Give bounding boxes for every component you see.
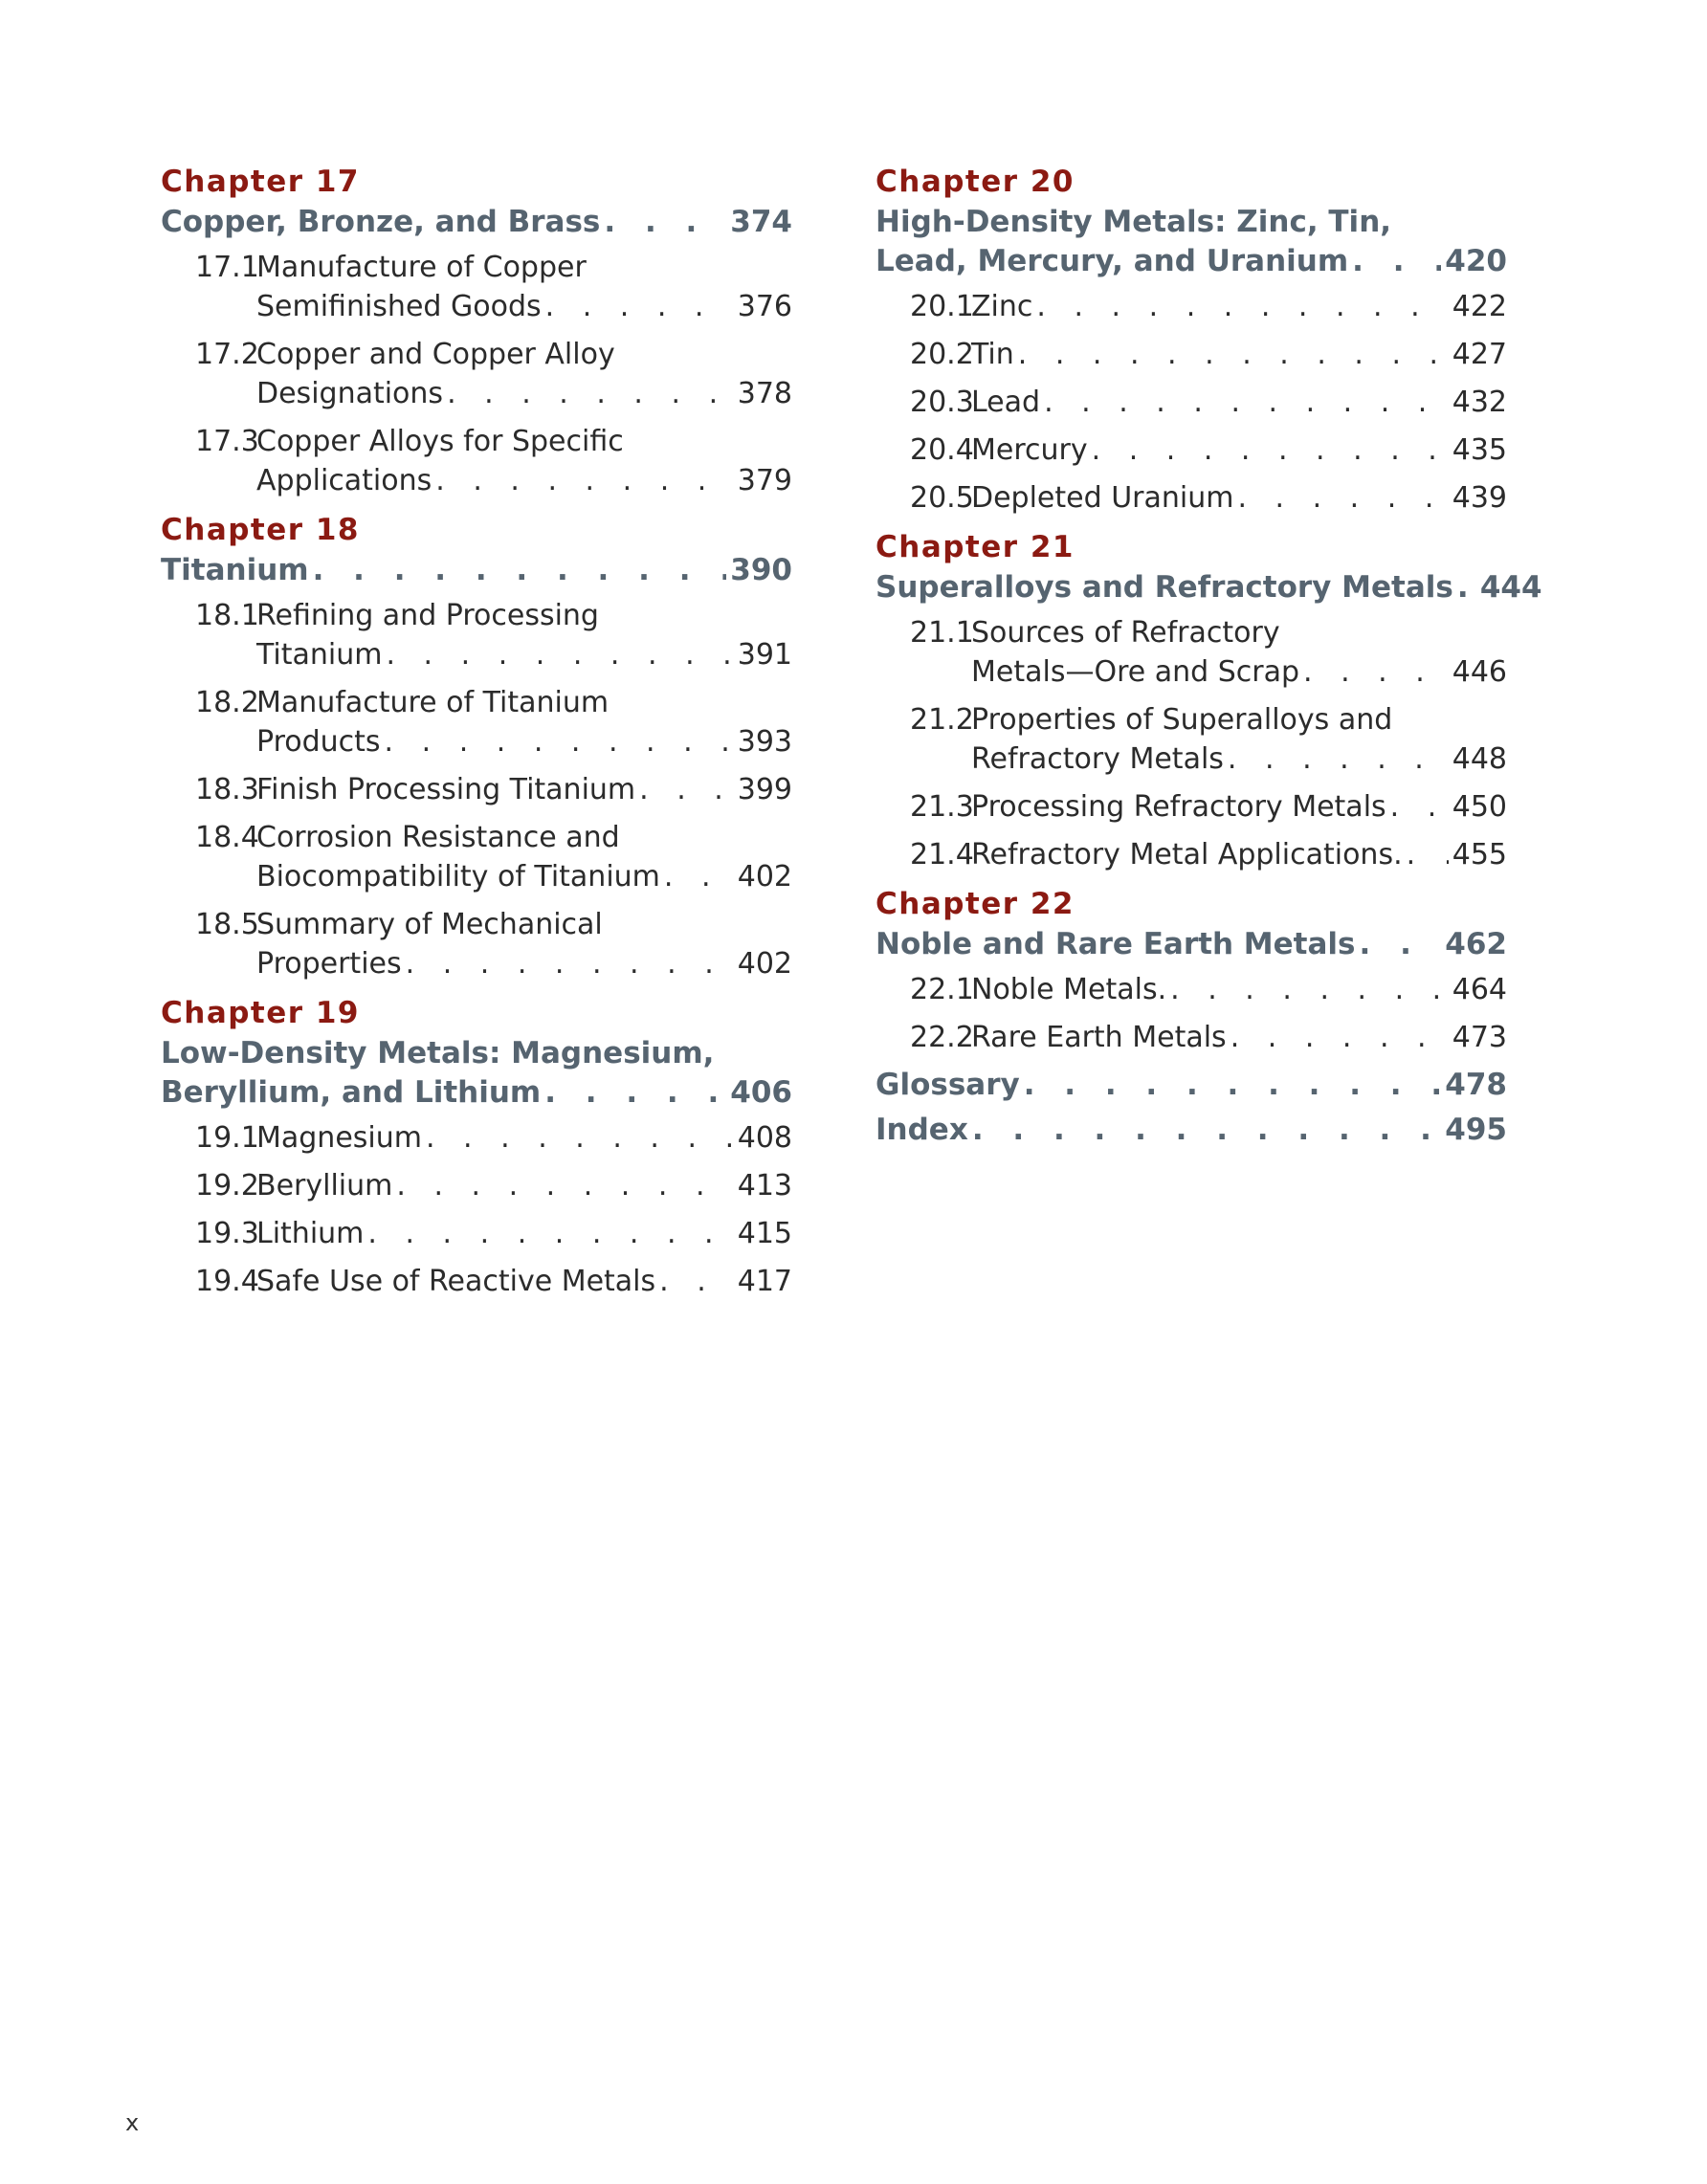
- section-title-lastline: [971, 383, 1507, 422]
- section-number: 21.1: [910, 616, 974, 650]
- chapter-page-number: 406: [730, 1075, 792, 1110]
- toc-left-column: [161, 161, 792, 1310]
- section-entry[interactable]: [910, 970, 1507, 1009]
- section-title-lastline: [971, 478, 1507, 518]
- leader-dots: [447, 374, 734, 413]
- chapter-title-lastline: [876, 242, 1507, 281]
- leader-dots: [1237, 478, 1448, 518]
- section-title: Depleted Uranium: [971, 481, 1234, 515]
- back-matter-entry[interactable]: [876, 1111, 1507, 1150]
- leader-dots: [406, 944, 734, 983]
- section-number: 17.1: [195, 251, 259, 284]
- leader-dots: [972, 1111, 1441, 1150]
- section-title-line: Sources of Refractory: [971, 616, 1280, 650]
- section-entry[interactable]: [910, 335, 1507, 374]
- section-entry[interactable]: [910, 835, 1507, 874]
- section-body: [971, 970, 1507, 1009]
- section-entry[interactable]: [910, 430, 1507, 470]
- chapter-label: Chapter 22: [876, 887, 1075, 921]
- leader-dots: [426, 1118, 734, 1158]
- chapter-title: Lead, Mercury, and Uranium: [876, 244, 1349, 278]
- section-title-lastline: [971, 430, 1507, 470]
- section-number: 20.1: [910, 290, 974, 323]
- leader-dots: [1024, 1066, 1442, 1105]
- section-title-lastline: [256, 1262, 792, 1301]
- section-entry[interactable]: [195, 596, 792, 674]
- section-page-number: 446: [1452, 655, 1507, 689]
- section-entry[interactable]: [195, 1118, 792, 1158]
- section-entry[interactable]: [195, 1214, 792, 1253]
- section-body: [971, 383, 1507, 422]
- leader-dots: [1230, 1018, 1449, 1057]
- section-body: [256, 596, 792, 674]
- section-page-number: 415: [737, 1217, 792, 1250]
- section-entry[interactable]: [195, 770, 792, 809]
- section-page-number: 391: [737, 638, 792, 672]
- chapter-title-lines: [876, 925, 1507, 964]
- section-entry[interactable]: [910, 700, 1507, 779]
- section-page-number: 439: [1452, 481, 1507, 515]
- section-title-lastline: [256, 1166, 792, 1205]
- leader-dots: [1352, 242, 1441, 281]
- chapter-title: Glossary: [876, 1068, 1020, 1102]
- chapter-title-lines: [161, 551, 792, 590]
- section-page-number: 432: [1452, 386, 1507, 419]
- section-title-lastline: [971, 787, 1507, 827]
- chapter-title-lastline: [876, 1066, 1507, 1105]
- chapter-page-number: 478: [1445, 1068, 1507, 1102]
- section-page-number: 378: [737, 377, 792, 410]
- section-title-line: Refining and Processing: [256, 599, 599, 632]
- leader-dots: [385, 722, 734, 761]
- section-title: Titanium: [256, 638, 383, 672]
- section-number: 19.3: [195, 1217, 259, 1250]
- section-page-number: 402: [737, 860, 792, 893]
- section-body: [256, 1262, 792, 1301]
- section-number: 20.5: [910, 481, 974, 515]
- leader-dots: [1036, 287, 1448, 326]
- chapter-title-entry[interactable]: [876, 568, 1542, 607]
- leader-dots: [604, 203, 726, 242]
- leader-dots: [1018, 335, 1449, 374]
- section-entry[interactable]: [195, 422, 792, 500]
- section-entry[interactable]: [195, 1262, 792, 1301]
- section-title: Safe Use of Reactive Metals: [256, 1265, 656, 1298]
- section-body: [971, 478, 1507, 518]
- section-title-lastline: [971, 652, 1507, 692]
- section-title: Lead: [971, 386, 1041, 419]
- section-page-number: 376: [737, 290, 792, 323]
- section-title: Refractory Metal Applications.: [971, 838, 1403, 871]
- section-title: Tin: [971, 338, 1014, 371]
- chapter-label: Chapter 20: [876, 165, 1075, 199]
- section-title-lastline: [971, 287, 1507, 326]
- section-title: Products: [256, 725, 381, 759]
- section-page-number: 435: [1452, 433, 1507, 467]
- leader-dots: [639, 770, 734, 809]
- section-number: 18.4: [195, 821, 259, 854]
- section-body: [256, 335, 792, 413]
- section-body: [256, 1214, 792, 1253]
- chapter-title-lastline: [876, 1111, 1507, 1150]
- section-title-line: Copper Alloys for Specific: [256, 425, 624, 458]
- section-title-lastline: [971, 739, 1507, 779]
- section-body: [256, 905, 792, 983]
- leader-dots: [1303, 652, 1449, 692]
- section-page-number: 455: [1452, 838, 1507, 871]
- section-entry[interactable]: [195, 818, 792, 896]
- section-number: 18.3: [195, 773, 259, 806]
- chapter-title: Index: [876, 1113, 968, 1147]
- section-title: Noble Metals.: [971, 973, 1167, 1006]
- section-body: [256, 422, 792, 500]
- section-number: 21.2: [910, 703, 974, 737]
- section-page-number: 379: [737, 464, 792, 497]
- section-title-line: Corrosion Resistance and: [256, 821, 620, 854]
- chapter-label: Chapter 21: [876, 530, 1075, 564]
- section-number: 20.3: [910, 386, 974, 419]
- section-number: 21.3: [910, 790, 974, 824]
- section-number: 21.4: [910, 838, 974, 871]
- page-number: x: [125, 2109, 140, 2136]
- chapter-title-lastline: [876, 925, 1507, 964]
- section-title: Magnesium: [256, 1121, 422, 1155]
- section-page-number: 450: [1452, 790, 1507, 824]
- section-title-lastline: [971, 1018, 1507, 1057]
- section-title: Properties: [256, 947, 402, 981]
- section-entry[interactable]: [195, 248, 792, 326]
- section-body: [971, 335, 1507, 374]
- section-page-number: 417: [737, 1265, 792, 1298]
- chapter-title-lines: [161, 203, 792, 242]
- section-entry[interactable]: [910, 478, 1507, 518]
- chapter-label: Chapter 17: [161, 165, 360, 199]
- section-title-line: Summary of Mechanical: [256, 908, 603, 941]
- leader-dots: [1360, 925, 1442, 964]
- section-title: Applications: [256, 464, 432, 497]
- section-title: Zinc: [971, 290, 1033, 323]
- section-title-lastline: [971, 335, 1507, 374]
- section-number: 19.4: [195, 1265, 259, 1298]
- section-page-number: 408: [737, 1121, 792, 1155]
- section-entry[interactable]: [910, 383, 1507, 422]
- toc-right-column: [876, 161, 1542, 1156]
- section-title-lastline: [256, 1214, 792, 1253]
- section-body: [971, 700, 1507, 779]
- section-title: Biocompatibility of Titanium: [256, 860, 660, 893]
- chapter-page-number: 420: [1445, 244, 1507, 278]
- section-entry[interactable]: [195, 905, 792, 983]
- chapter-label: Chapter 19: [161, 996, 360, 1030]
- section-title-lastline: [256, 461, 792, 500]
- section-body: [971, 787, 1507, 827]
- leader-dots: [313, 551, 727, 590]
- section-page-number: 464: [1452, 973, 1507, 1006]
- section-number: 17.2: [195, 338, 259, 371]
- chapter-title-entry[interactable]: [161, 203, 792, 242]
- section-body: [256, 248, 792, 326]
- section-body: [256, 1118, 792, 1158]
- section-page-number: 402: [737, 947, 792, 981]
- chapter-title-lastline: [161, 1073, 792, 1113]
- chapter-title-lines: [876, 1111, 1507, 1150]
- section-title-line: Copper and Copper Alloy: [256, 338, 615, 371]
- section-entry[interactable]: [195, 683, 792, 761]
- section-title-lastline: [256, 374, 792, 413]
- section-page-number: 393: [737, 725, 792, 759]
- chapter-title-entry[interactable]: [161, 1034, 792, 1113]
- section-page-number: 427: [1452, 338, 1507, 371]
- section-body: [971, 287, 1507, 326]
- section-title-lastline: [256, 722, 792, 761]
- leader-dots: [396, 1166, 733, 1205]
- section-number: 22.1: [910, 973, 974, 1006]
- section-title: Mercury: [971, 433, 1088, 467]
- section-title-line: Manufacture of Titanium: [256, 686, 610, 719]
- section-body: [256, 1166, 792, 1205]
- chapter-page-number: 462: [1445, 927, 1507, 961]
- leader-dots: [435, 461, 733, 500]
- chapter-title-lines: [876, 568, 1542, 607]
- chapter-title-lines: [161, 1034, 792, 1113]
- section-number: 17.3: [195, 425, 259, 458]
- section-title: Refractory Metals: [971, 742, 1224, 776]
- section-number: 18.5: [195, 908, 259, 941]
- leader-dots: [1457, 568, 1476, 607]
- section-title: Lithium: [256, 1217, 365, 1250]
- chapter-page-number: 374: [730, 205, 792, 239]
- leader-dots: [1228, 739, 1449, 779]
- chapter-title-lastline: [161, 203, 792, 242]
- section-page-number: 413: [737, 1169, 792, 1202]
- section-body: [971, 430, 1507, 470]
- section-body: [256, 683, 792, 761]
- section-entry[interactable]: [195, 1166, 792, 1205]
- chapter-title-line: High-Density Metals: Zinc, Tin,: [876, 205, 1392, 239]
- leader-dots: [544, 1073, 726, 1113]
- chapter-page-number: 495: [1445, 1113, 1507, 1147]
- section-title-lastline: [256, 635, 792, 674]
- section-title-lastline: [256, 944, 792, 983]
- leader-dots: [1044, 383, 1449, 422]
- section-title: Processing Refractory Metals: [971, 790, 1386, 824]
- chapter-title-entry[interactable]: [876, 925, 1507, 964]
- section-page-number: 399: [737, 773, 792, 806]
- section-title: Rare Earth Metals: [971, 1021, 1227, 1054]
- section-body: [971, 835, 1507, 874]
- leader-dots: [1092, 430, 1449, 470]
- section-number: 19.1: [195, 1121, 259, 1155]
- section-entry[interactable]: [910, 1018, 1507, 1057]
- section-number: 20.4: [910, 433, 974, 467]
- chapter-title-entry[interactable]: [161, 551, 792, 590]
- section-title: Finish Processing Titanium: [256, 773, 636, 806]
- section-number: 22.2: [910, 1021, 974, 1054]
- leader-dots: [386, 635, 733, 674]
- chapter-title-lines: [876, 1066, 1507, 1105]
- section-title: Designations: [256, 377, 444, 410]
- section-page-number: 422: [1452, 290, 1507, 323]
- section-title: Metals—Ore and Scrap: [971, 655, 1300, 689]
- leader-dots: [664, 857, 734, 896]
- section-entry[interactable]: [910, 787, 1507, 827]
- section-entry[interactable]: [910, 287, 1507, 326]
- leader-dots: [545, 287, 734, 326]
- chapter-title-lines: [876, 203, 1507, 281]
- section-title: Beryllium: [256, 1169, 393, 1202]
- back-matter-entry[interactable]: [876, 1066, 1507, 1105]
- section-body: [256, 818, 792, 896]
- chapter-page-number: 390: [730, 553, 792, 587]
- section-body: [256, 770, 792, 809]
- chapter-title-line: Low-Density Metals: Magnesium,: [161, 1036, 715, 1070]
- section-title-lastline: [256, 287, 792, 326]
- leader-dots: [367, 1214, 733, 1253]
- leader-dots: [1407, 835, 1449, 874]
- section-entry[interactable]: [910, 613, 1507, 692]
- chapter-title: Superalloys and Refractory Metals: [876, 570, 1453, 605]
- chapter-title-entry[interactable]: [876, 203, 1507, 281]
- section-title: Semifinished Goods: [256, 290, 542, 323]
- section-number: 18.1: [195, 599, 259, 632]
- chapter-title: Copper, Bronze, and Brass: [161, 205, 601, 239]
- leader-dots: [1170, 970, 1449, 1009]
- section-title-lastline: [256, 1118, 792, 1158]
- section-number: 19.2: [195, 1169, 259, 1202]
- section-title-line: Properties of Superalloys and: [971, 703, 1393, 737]
- chapter-title-lastline: [161, 551, 792, 590]
- section-number: 18.2: [195, 686, 259, 719]
- section-title-lastline: [256, 857, 792, 896]
- section-page-number: 448: [1452, 742, 1507, 776]
- section-number: 20.2: [910, 338, 974, 371]
- chapter-title: Beryllium, and Lithium: [161, 1075, 542, 1110]
- section-page-number: 473: [1452, 1021, 1507, 1054]
- section-title-lastline: [971, 835, 1507, 874]
- chapter-title: Titanium: [161, 553, 309, 587]
- chapter-label: Chapter 18: [161, 513, 360, 547]
- chapter-title: Noble and Rare Earth Metals: [876, 927, 1356, 961]
- leader-dots: [659, 1262, 734, 1301]
- section-body: [971, 1018, 1507, 1057]
- chapter-page-number: 444: [1479, 570, 1542, 605]
- section-body: [971, 613, 1507, 692]
- leader-dots: [1390, 787, 1449, 827]
- section-title-lastline: [256, 770, 792, 809]
- chapter-title-lastline: [876, 568, 1542, 607]
- section-title-line: Manufacture of Copper: [256, 251, 587, 284]
- section-entry[interactable]: [195, 335, 792, 413]
- section-title-lastline: [971, 970, 1507, 1009]
